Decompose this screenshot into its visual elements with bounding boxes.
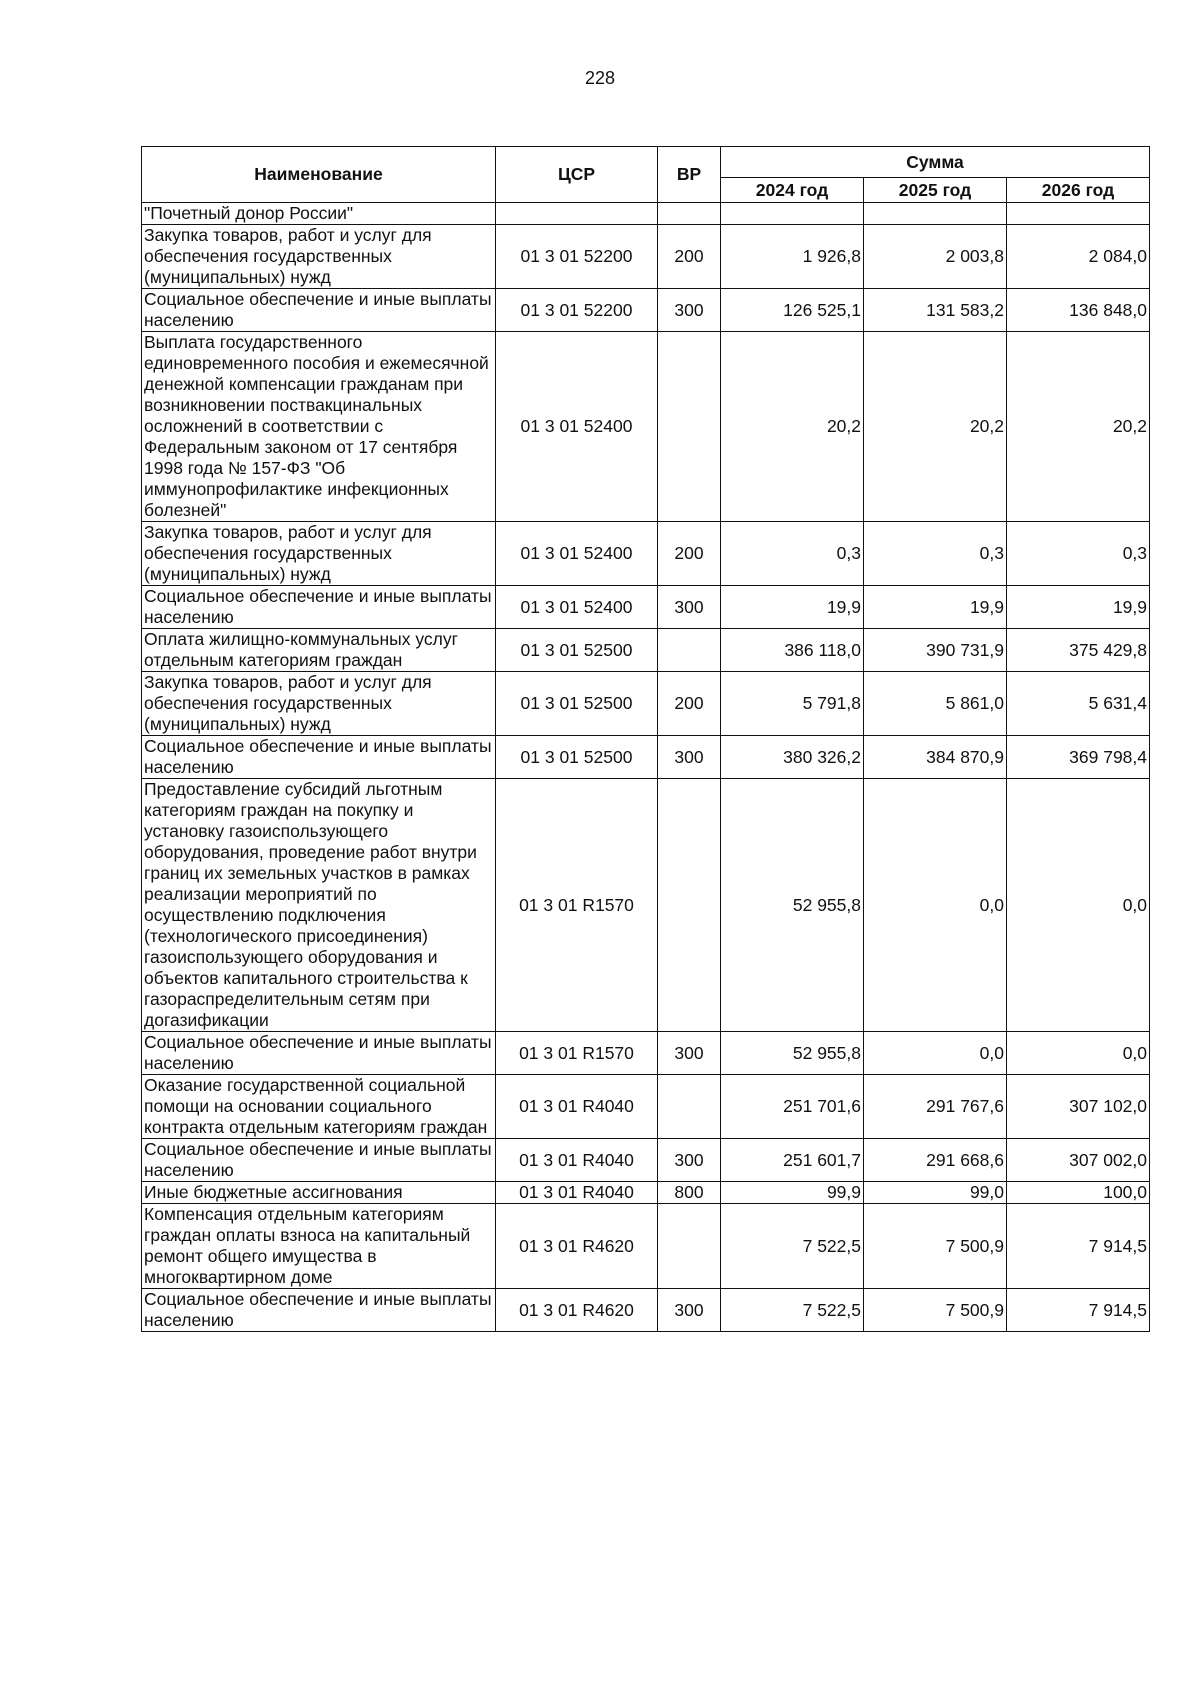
table-row [142,629,1150,672]
cell-vr: 300 [658,1139,721,1182]
cell-2024: 7 522,5 [721,1289,864,1332]
cell-vr: 300 [658,586,721,629]
cell-vr [658,332,721,522]
cell-2025: 0,3 [864,522,1007,586]
table-row [142,1182,1150,1204]
cell-2026: 0,3 [1007,522,1150,586]
cell-2026: 2 084,0 [1007,225,1150,289]
cell-2026: 307 102,0 [1007,1075,1150,1139]
cell-csr: 01 3 01 52400 [496,332,658,522]
cell-name: Предоставление субсидий льготным категориям граждан на покупку и установку газоиспользующего оборудования, проведение работ внутри границ их земельных участков в рамках реализации мероприятий по осуществлению подключения (технологического присоединения) газоиспользующего оборудования и объектов капитального строительства к газораспределительным сетям при догазификации [142,779,496,1032]
cell-vr: 300 [658,1032,721,1075]
cell-2024: 126 525,1 [721,289,864,332]
cell-name: Социальное обеспечение и иные выплаты населению [142,1139,496,1182]
cell-2025: 0,0 [864,779,1007,1032]
header-year-2024: 2024 год [721,178,864,203]
cell-2024: 386 118,0 [721,629,864,672]
cell-2026: 0,0 [1007,779,1150,1032]
cell-2025: 5 861,0 [864,672,1007,736]
cell-name: Социальное обеспечение и иные выплаты населению [142,289,496,332]
cell-name: Компенсация отдельным категориям граждан оплаты взноса на капитальный ремонт общего имущества в многоквартирном доме [142,1204,496,1289]
cell-2025: 19,9 [864,586,1007,629]
table-row [142,586,1150,629]
cell-2025 [864,203,1007,225]
table-row [142,736,1150,779]
table-row [142,1032,1150,1075]
cell-vr: 300 [658,736,721,779]
cell-vr: 200 [658,225,721,289]
cell-2026: 136 848,0 [1007,289,1150,332]
header-year-2026: 2026 год [1007,178,1150,203]
cell-name: Оказание государственной социальной помощи на основании социального контракта отдельным категориям граждан [142,1075,496,1139]
cell-2024: 0,3 [721,522,864,586]
cell-csr: 01 3 01 52400 [496,522,658,586]
cell-2025: 2 003,8 [864,225,1007,289]
cell-2025: 7 500,9 [864,1204,1007,1289]
cell-vr: 300 [658,1289,721,1332]
cell-2024: 19,9 [721,586,864,629]
cell-name: Социальное обеспечение и иные выплаты населению [142,586,496,629]
table-row [142,1075,1150,1139]
cell-name: Оплата жилищно-коммунальных услуг отдельным категориям граждан [142,629,496,672]
cell-csr: 01 3 01 R1570 [496,1032,658,1075]
cell-2025: 291 668,6 [864,1139,1007,1182]
cell-name: "Почетный донор России" [142,203,496,225]
cell-vr [658,629,721,672]
table-row [142,1139,1150,1182]
cell-csr: 01 3 01 52500 [496,629,658,672]
cell-2024 [721,203,864,225]
cell-csr: 01 3 01 52400 [496,586,658,629]
table-row [142,1204,1150,1289]
cell-csr: 01 3 01 52500 [496,672,658,736]
table-row [142,289,1150,332]
cell-vr [658,203,721,225]
cell-2026: 7 914,5 [1007,1289,1150,1332]
cell-2024: 5 791,8 [721,672,864,736]
cell-2024: 1 926,8 [721,225,864,289]
cell-2024: 52 955,8 [721,1032,864,1075]
cell-2026: 5 631,4 [1007,672,1150,736]
cell-2026 [1007,203,1150,225]
cell-name: Выплата государственного единовременного пособия и ежемесячной денежной компенсации гражданам при возникновении поствакцинальных осложнений в соответствии с Федеральным законом от 17 сентября 1998 года № 157-ФЗ "Об иммунопрофилактике инфекционных болезней" [142,332,496,522]
header-sum: Сумма [721,147,1150,178]
cell-2026: 375 429,8 [1007,629,1150,672]
cell-2025: 291 767,6 [864,1075,1007,1139]
table-row [142,522,1150,586]
header-csr: ЦСР [496,147,658,203]
cell-2026: 20,2 [1007,332,1150,522]
table-row [142,672,1150,736]
cell-csr: 01 3 01 52200 [496,289,658,332]
table-row [142,203,1150,225]
cell-vr [658,1204,721,1289]
table-header [142,147,1150,203]
cell-2024: 251 601,7 [721,1139,864,1182]
cell-csr: 01 3 01 R4040 [496,1075,658,1139]
table-row [142,1289,1150,1332]
cell-2025: 384 870,9 [864,736,1007,779]
cell-2026: 0,0 [1007,1032,1150,1075]
cell-2025: 20,2 [864,332,1007,522]
page-number: 228 [584,68,616,88]
cell-name: Иные бюджетные ассигнования [142,1182,496,1204]
cell-2024: 52 955,8 [721,779,864,1032]
header-name: Наименование [142,147,496,203]
cell-csr: 01 3 01 R4620 [496,1204,658,1289]
cell-2025: 0,0 [864,1032,1007,1075]
cell-name: Социальное обеспечение и иные выплаты населению [142,736,496,779]
cell-vr [658,1075,721,1139]
cell-csr: 01 3 01 R4040 [496,1182,658,1204]
cell-2025: 7 500,9 [864,1289,1007,1332]
cell-2025: 99,0 [864,1182,1007,1204]
cell-2024: 7 522,5 [721,1204,864,1289]
cell-vr: 200 [658,672,721,736]
cell-vr: 200 [658,522,721,586]
cell-2025: 390 731,9 [864,629,1007,672]
cell-2026: 7 914,5 [1007,1204,1150,1289]
cell-2026: 100,0 [1007,1182,1150,1204]
cell-csr: 01 3 01 R4040 [496,1139,658,1182]
header-vr: ВР [658,147,721,203]
table-row [142,225,1150,289]
cell-csr: 01 3 01 R4620 [496,1289,658,1332]
table-row [142,779,1150,1032]
cell-csr: 01 3 01 52200 [496,225,658,289]
cell-2025: 131 583,2 [864,289,1007,332]
cell-vr: 300 [658,289,721,332]
cell-name: Социальное обеспечение и иные выплаты населению [142,1289,496,1332]
cell-2024: 99,9 [721,1182,864,1204]
cell-vr [658,779,721,1032]
cell-2024: 380 326,2 [721,736,864,779]
cell-name: Закупка товаров, работ и услуг для обеспечения государственных (муниципальных) нужд [142,522,496,586]
cell-2026: 307 002,0 [1007,1139,1150,1182]
cell-2026: 369 798,4 [1007,736,1150,779]
cell-name: Социальное обеспечение и иные выплаты населению [142,1032,496,1075]
cell-csr: 01 3 01 52500 [496,736,658,779]
table-body [142,203,1150,1332]
header-year-2025: 2025 год [864,178,1007,203]
cell-csr [496,203,658,225]
budget-table [141,146,1150,1332]
cell-2024: 20,2 [721,332,864,522]
cell-vr: 800 [658,1182,721,1204]
cell-2026: 19,9 [1007,586,1150,629]
cell-name: Закупка товаров, работ и услуг для обеспечения государственных (муниципальных) нужд [142,672,496,736]
cell-2024: 251 701,6 [721,1075,864,1139]
table-row [142,332,1150,522]
cell-name: Закупка товаров, работ и услуг для обеспечения государственных (муниципальных) нужд [142,225,496,289]
cell-csr: 01 3 01 R1570 [496,779,658,1032]
